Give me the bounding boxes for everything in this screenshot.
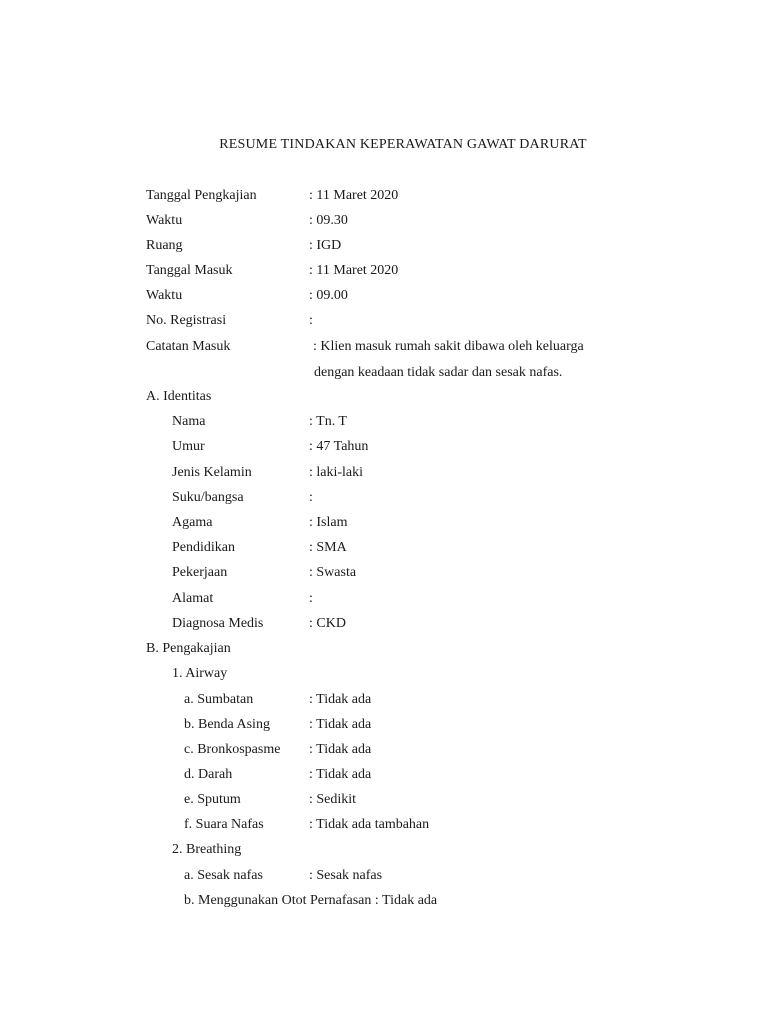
subsection-heading: 2. Breathing — [172, 842, 242, 857]
airway-heading — [0, 664, 768, 684]
airway-item-bronkospasme — [0, 740, 768, 760]
item-value: : Tidak ada tambahan — [309, 817, 430, 832]
field-suku-bangsa — [0, 488, 768, 508]
field-tanggal-pengkajian — [0, 186, 768, 206]
field-value: : — [309, 591, 313, 606]
field-value: : laki-laki — [309, 465, 364, 480]
item-label: b. Menggunakan Otot Pernafasan : Tidak ada — [184, 893, 438, 908]
item-value: : Tidak ada — [309, 717, 372, 732]
breathing-item-sesak-nafas — [0, 866, 768, 886]
field-label: Waktu — [146, 213, 183, 228]
field-ruang — [0, 236, 768, 256]
item-label: d. Darah — [184, 767, 233, 782]
item-label: e. Sputum — [184, 792, 241, 807]
field-label: Suku/bangsa — [172, 490, 244, 505]
field-value: : CKD — [309, 616, 346, 631]
field-nama — [0, 412, 768, 432]
field-no-registrasi — [0, 311, 768, 331]
field-alamat — [0, 589, 768, 609]
field-label: Tanggal Pengkajian — [146, 188, 257, 203]
field-label: Diagnosa Medis — [172, 616, 264, 631]
field-value: : Swasta — [309, 565, 357, 580]
airway-item-benda-asing — [0, 715, 768, 735]
section-b-heading — [0, 639, 768, 659]
field-catatan-masuk-continued — [0, 363, 768, 383]
field-value: : 11 Maret 2020 — [309, 188, 399, 203]
item-label: f. Suara Nafas — [184, 817, 264, 832]
field-umur — [0, 437, 768, 457]
field-value: : 09.00 — [309, 288, 348, 303]
field-value: : — [309, 313, 313, 328]
field-label: Umur — [172, 439, 205, 454]
item-label: c. Bronkospasme — [184, 742, 281, 757]
field-catatan-masuk — [0, 337, 768, 357]
field-value: : 11 Maret 2020 — [309, 263, 399, 278]
item-value: : Sedikit — [309, 792, 357, 807]
item-value: : Tidak ada — [309, 692, 372, 707]
field-label: Ruang — [146, 238, 183, 253]
field-value: : Islam — [309, 515, 348, 530]
field-label: Alamat — [172, 591, 214, 606]
item-value: : Tidak ada — [309, 767, 372, 782]
item-value: : Tidak ada — [309, 742, 372, 757]
airway-item-darah — [0, 765, 768, 785]
field-waktu-masuk — [0, 286, 768, 306]
section-heading: A. Identitas — [146, 389, 212, 404]
field-label: Nama — [172, 414, 206, 429]
item-label: b. Benda Asing — [184, 717, 270, 732]
field-waktu-pengkajian — [0, 211, 768, 231]
field-tanggal-masuk — [0, 261, 768, 281]
field-label: Tanggal Masuk — [146, 263, 233, 278]
item-label: a. Sesak nafas — [184, 868, 263, 883]
document-title: RESUME TINDAKAN KEPERAWATAN GAWAT DARURAT — [219, 137, 587, 152]
breathing-item-otot-pernafasan — [0, 891, 768, 911]
section-heading: B. Pengakajian — [146, 641, 231, 656]
airway-item-sputum — [0, 790, 768, 810]
field-value: : Tn. T — [309, 414, 347, 429]
subsection-heading: 1. Airway — [172, 666, 228, 681]
field-value: : SMA — [309, 540, 347, 555]
section-a-heading — [0, 387, 768, 407]
field-pendidikan — [0, 538, 768, 558]
field-diagnosa-medis — [0, 614, 768, 634]
field-value: : — [309, 490, 313, 505]
field-value: : IGD — [309, 238, 342, 253]
item-label: a. Sumbatan — [184, 692, 254, 707]
field-value: : Klien masuk rumah sakit dibawa oleh keluarga — [313, 339, 584, 354]
field-label: Pendidikan — [172, 540, 235, 555]
field-label: Agama — [172, 515, 213, 530]
field-label: Catatan Masuk — [146, 339, 231, 354]
airway-item-sumbatan — [0, 690, 768, 710]
field-value: : 47 Tahun — [309, 439, 369, 454]
field-label: Pekerjaan — [172, 565, 228, 580]
breathing-heading — [0, 840, 768, 860]
item-value: : Sesak nafas — [309, 868, 383, 883]
field-pekerjaan — [0, 563, 768, 583]
field-label: Jenis Kelamin — [172, 465, 252, 480]
field-agama — [0, 513, 768, 533]
field-label: Waktu — [146, 288, 183, 303]
field-jenis-kelamin — [0, 463, 768, 483]
airway-item-suara-nafas — [0, 815, 768, 835]
field-value: dengan keadaan tidak sadar dan sesak nafas. — [314, 365, 563, 380]
field-label: No. Registrasi — [146, 313, 227, 328]
field-value: : 09.30 — [309, 213, 348, 228]
